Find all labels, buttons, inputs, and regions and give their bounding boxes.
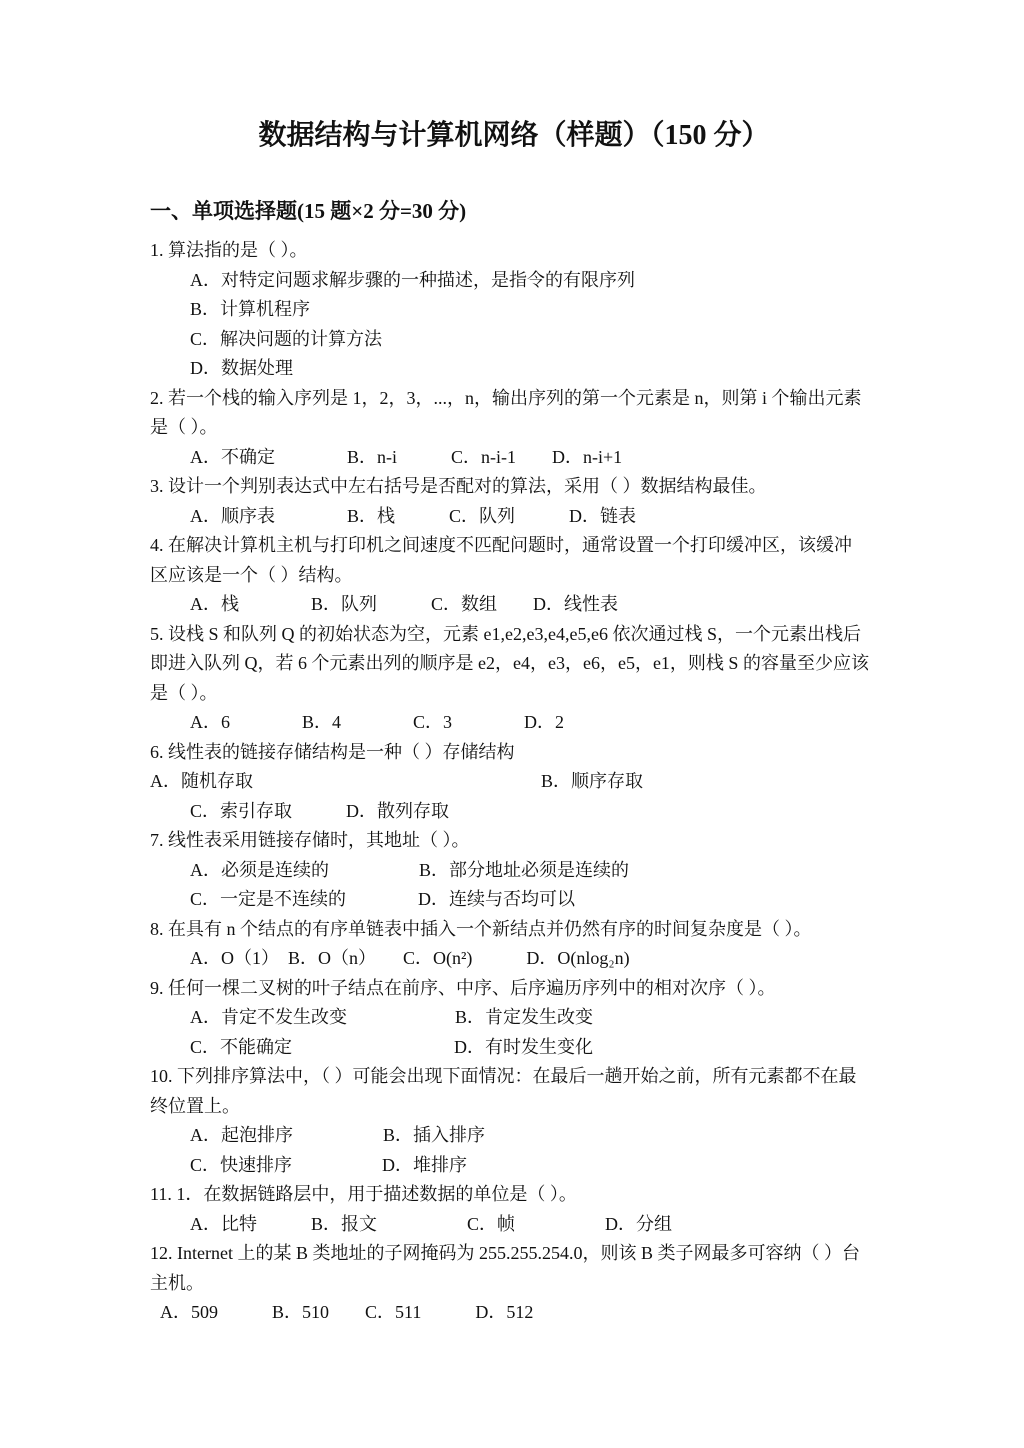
question-6-options-row-cd: C．索引存取 D．散列存取: [190, 800, 450, 821]
question-5-stem: 5. 设栈 S 和队列 Q 的初始状态为空，元素 e1,e2,e3,e4,e5,e6 依次通过栈 S，一个元素出栈后: [150, 623, 861, 644]
question-3-stem: 3. 设计一个判别表达式中左右括号是否配对的算法，采用（ ）数据结构最佳。: [150, 476, 767, 496]
question-7-options-row-cd: C．一定是不连续的 D．连续与否均可以: [190, 889, 576, 909]
question-1-option-a: A．对特定问题求解步骤的一种描述，是指令的有限序列: [190, 269, 635, 290]
question-10-stem-continuation: 终位置上。: [150, 1095, 240, 1116]
question-3-options-row: A．顺序表 B．栈 C．队列 D．链表: [190, 505, 637, 526]
question-9-options-row-ab: A．肯定不发生改变 B．肯定发生改变: [190, 1007, 594, 1027]
question-5-stem-continuation: 是（ ）。: [150, 682, 218, 703]
question-5-options-row: A．6 B．4 C．3 D．2: [190, 712, 565, 732]
questions-list: [150, 236, 878, 1328]
question-11-options-row: A．比特 B．报文 C．帧 D．分组: [190, 1213, 673, 1234]
question-7-stem: 7. 线性表采用链接存储时，其地址（ ）。: [150, 830, 470, 850]
question-4-stem: 4. 在解决计算机主机与打印机之间速度不匹配问题时，通常设置一个打印缓冲区，该缓冲: [150, 535, 852, 555]
question-5-stem-continuation: 即进入队列 Q，若 6 个元素出列的顺序是 e2，e4，e3，e6，e5，e1，则栈 S 的容量至少应该: [150, 653, 869, 673]
question-2-options-row: A．不确定 B．n-i C．n-i-1 D．n-i+1: [190, 446, 623, 467]
question-1-option-b: B．计算机程序: [190, 299, 311, 319]
question-9-options-row-cd: C．不能确定 D．有时发生变化: [190, 1036, 594, 1057]
question-10-options-row-cd: C．快速排序 D．堆排序: [190, 1154, 468, 1175]
question-2-stem: 2. 若一个栈的输入序列是 1，2，3，...，n，输出序列的第一个元素是 n，则第 i 个输出元素: [150, 387, 862, 408]
question-10-options-row-ab: A．起泡排序 B．插入排序: [190, 1125, 486, 1145]
question-11-stem: 11. 1．在数据链路层中，用于描述数据的单位是（ ）。: [150, 1184, 577, 1204]
question-8-stem: 8. 在具有 n 个结点的有序单链表中插入一个新结点并仍然有序的时间复杂度是（ ）。: [150, 918, 812, 939]
page-title: 数据结构与计算机网络（样题）（150 分）: [258, 120, 770, 151]
question-12-options-row: A．509 B．510 C．511 D．512: [160, 1302, 534, 1322]
section-heading: 一、单项选择题(15 题×2 分=30 分): [150, 199, 467, 223]
question-1-option-c: C．解决问题的计算方法: [190, 328, 383, 349]
question-6-options-row-ab: A．随机存取 B．顺序存取: [150, 771, 644, 791]
question-1-option-d: D．数据处理: [190, 358, 293, 378]
question-12-stem-continuation: 主机。: [150, 1272, 204, 1293]
question-12-stem: 12. Internet 上的某 B 类地址的子网掩码为 255.255.254.0，则该 B 类子网最多可容纳（ ）台: [150, 1243, 860, 1263]
question-7-options-row-ab: A．必须是连续的 B．部分地址必须是连续的: [190, 859, 630, 880]
question-8-options-row: A．O（1） B．O（n） C．O(n²) D．O(nlog₂n): [190, 948, 630, 968]
question-4-options-row: A．栈 B．队列 C．数组 D．线性表: [190, 594, 619, 614]
question-2-stem-continuation: 是（ ）。: [150, 417, 218, 437]
question-4-stem-continuation: 区应该是一个（ ）结构。: [150, 564, 353, 585]
question-6-stem: 6. 线性表的链接存储结构是一种（ ）存储结构: [150, 741, 515, 762]
question-1-stem: 1. 算法指的是（ ）。: [150, 240, 308, 260]
question-10-stem: 10. 下列排序算法中，（ ）可能会出现下面情况：在最后一趟开始之前，所有元素都不在最: [150, 1066, 857, 1086]
question-9-stem: 9. 任何一棵二叉树的叶子结点在前序、中序、后序遍历序列中的相对次序（ ）。: [150, 977, 776, 998]
